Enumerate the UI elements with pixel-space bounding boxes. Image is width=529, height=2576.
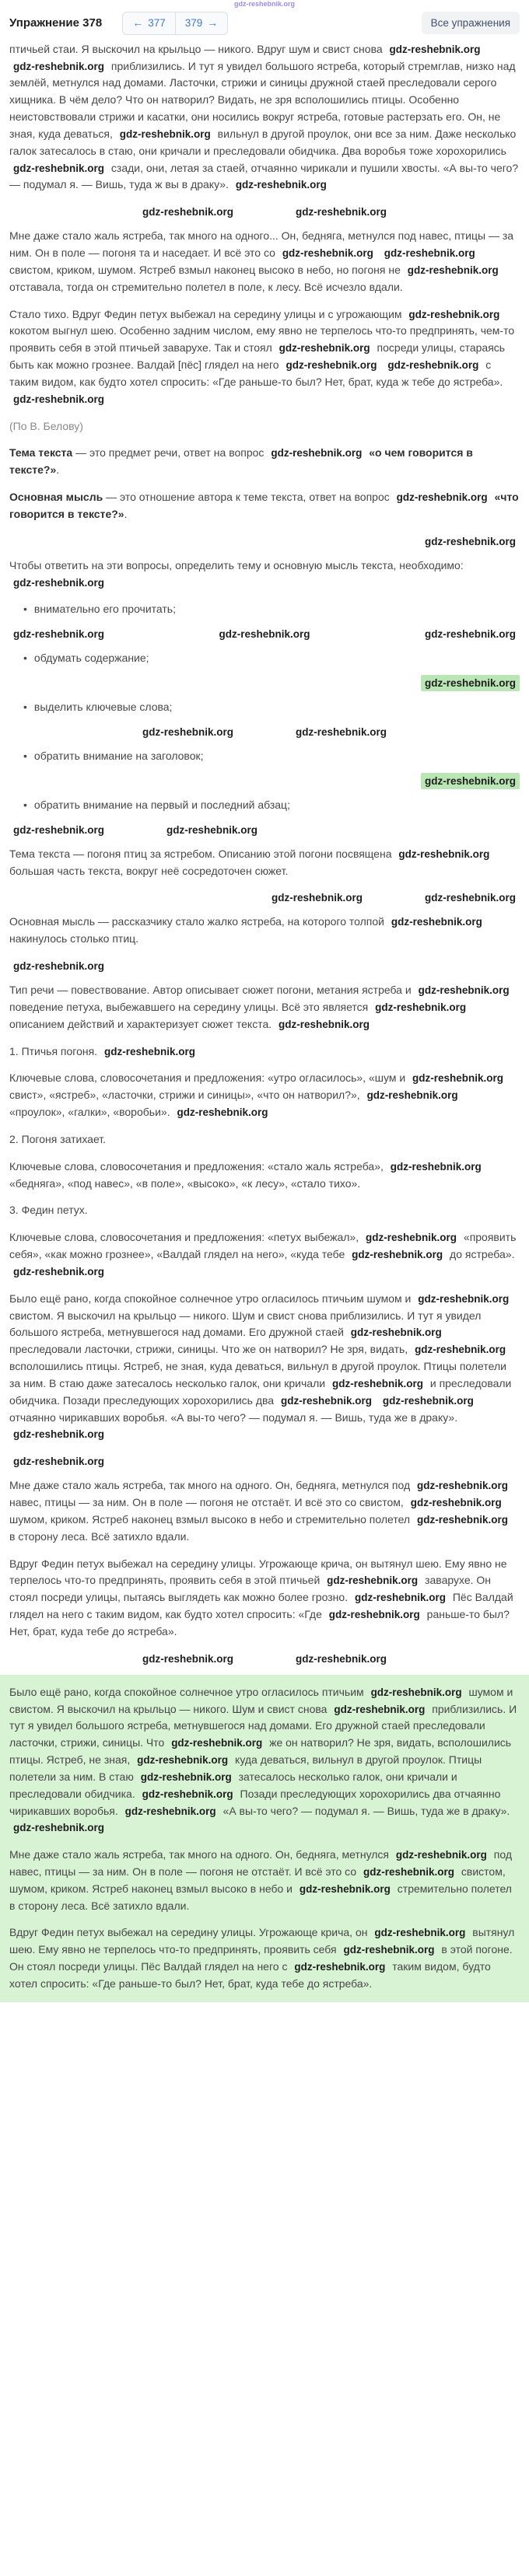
watermark: gdz-reshebnik.org (13, 1265, 105, 1278)
paragraph: Мне даже стало жаль ястреба, так много на одного. Он, бедняга, метнулся под gdz-reshebnik.org навес, птицы — за ним. Он в поле — погоня не отстаёт. И всё это со свистом, gdz-reshebnik.org шумом, криком. Ястреб наконец взмыл высоко в небо и стремительно полетел gdz-reshebnik.org в сторону леса. Всё затихло вдали. (9, 1477, 520, 1545)
watermark: gdz-reshebnik.org (13, 576, 105, 589)
watermark: gdz-reshebnik.org (418, 1292, 510, 1305)
watermark: gdz-reshebnik.org (177, 1106, 268, 1119)
watermark-row (9, 773, 520, 789)
watermark: gdz-reshebnik.org (366, 1232, 457, 1244)
watermark: gdz-reshebnik.org (171, 1737, 263, 1749)
watermark: gdz-reshebnik.org (395, 1849, 487, 1861)
watermark: gdz-reshebnik.org (13, 60, 105, 72)
bullet-icon: • (23, 701, 27, 714)
all-exercises-link[interactable]: Все упражнения (422, 12, 520, 34)
watermark: gdz-reshebnik.org (13, 628, 105, 641)
watermark: gdz-reshebnik.org (142, 725, 233, 738)
top-watermark: gdz-reshebnik.org (233, 0, 295, 8)
paragraph: Тип речи — повествование. Автор описывает сюжет погони, метания ястреба и gdz-reshebnik.org поведение петуха, выбежавшего на середину улицы. Всё это является gdz-reshebnik.org описанием действий и характеризует сюжет текста. gdz-reshebnik.org (9, 982, 520, 1033)
watermark: gdz-reshebnik.org (343, 1944, 435, 1956)
arrow-left-icon: ← (132, 16, 144, 29)
watermark: gdz-reshebnik.org (294, 1961, 386, 1973)
watermark: gdz-reshebnik.org (13, 1428, 105, 1441)
watermark: gdz-reshebnik.org (408, 308, 500, 320)
source: (По В. Белову) (9, 419, 83, 432)
watermark: gdz-reshebnik.org (396, 491, 488, 503)
answer-highlight (0, 1675, 529, 2002)
watermark: gdz-reshebnik.org (296, 1652, 387, 1665)
paragraph: Чтобы ответить на эти вопросы, определить тему и основную мысль текста, необходимо: gdz-reshebnik.org (9, 558, 464, 589)
paragraph: Тема текста — погоня птиц за ястребом. Описанию этой погони посвящена gdz-reshebnik.org большая часть текста, вокруг неё сосредоточен сюжет. (9, 846, 520, 880)
watermark: gdz-reshebnik.org (219, 628, 310, 641)
bold-term: Основная мысль (9, 490, 103, 503)
watermark: gdz-reshebnik.org (13, 162, 105, 174)
watermark: gdz-reshebnik.org (13, 960, 105, 973)
bold-term: Тема текста (9, 446, 73, 460)
watermark-row (9, 1651, 520, 1667)
watermark: gdz-reshebnik.org (390, 1160, 482, 1173)
watermark: gdz-reshebnik.org (137, 1754, 229, 1767)
watermark: gdz-reshebnik.org (417, 1480, 509, 1492)
watermark: gdz-reshebnik.org (124, 1805, 216, 1817)
watermark: gdz-reshebnik.org (407, 264, 499, 276)
paragraph: Основная мысль — рассказчику стало жалко ястреба, на которого толпой gdz-reshebnik.org накинулось столько птиц. (9, 914, 520, 948)
next-exercise-link[interactable] (175, 12, 228, 34)
paragraph: Стало тихо. Вдруг Федин петух выбежал на середину улицы и с угрожающим gdz-reshebnik.org кокотом выгнул шею. Особенно задним числом, ему явно не терпелось что-то предпринять, чем-то проявить себя в этой птичьей заварухе. Так и стоял gdz-reshebnik.org посреди улицы, стараясь быть как можно грознее. Валдай [пёс] глядел на него gdz-reshebnik.org gdz-reshebnik.org с таким видом, как будто хотел спросить: «Где раньше-то был? Нет, брат, куда ж тебе до ястреба». gdz-reshebnik.org (9, 307, 515, 405)
bullet-text: обратить внимание на первый и последний абзац; (33, 798, 290, 811)
watermark: gdz-reshebnik.org (370, 1686, 462, 1698)
watermark: gdz-reshebnik.org (363, 1866, 455, 1878)
watermark: gdz-reshebnik.org (296, 206, 387, 218)
watermark: gdz-reshebnik.org (418, 984, 510, 997)
bullet-item (9, 797, 520, 814)
paragraph: Ключевые слова, словосочетания и предложения: «утро огласилось», «шум и gdz-reshebnik.org свист», «ястреб», «ласточки, стрижи и синицы», «что он натворил?», gdz-reshebnik.org «проулок», «галки», «воробьи». gdz-reshebnik.org (9, 1070, 520, 1120)
watermark: gdz-reshebnik.org (421, 773, 520, 789)
paragraph: Вдруг Федин петух выбежал на середину улицы. Угрожающе крича, он gdz-reshebnik.org вытянул шею. Ему явно не терпелось что-то предпринять, проявить себя gdz-reshebnik.org в этой погоне. Он стоял посреди улицы. Пёс Валдай глядел на него с gdz-reshebnik.org таким видом, будто хотел спросить: «Где раньше-то был? Нет, брат, куда тебе до ястреба». (9, 1926, 515, 1990)
watermark-row (9, 626, 520, 642)
watermark-row (9, 890, 520, 906)
paragraph: 2. Погоня затихает. (9, 1132, 107, 1145)
watermark: gdz-reshebnik.org (424, 535, 516, 547)
watermark: gdz-reshebnik.org (328, 1609, 420, 1621)
watermark: gdz-reshebnik.org (282, 247, 373, 260)
paragraph: Было ещё рано, когда спокойное солнечное утро огласилось птичьим шумом и gdz-reshebnik.org свистом. Я выскочил на крыльцо — никого. Шум и свист снова приблизились. И тут я увидел большого ястреба, метнувшегося над домами. Его дружной стаей gdz-reshebnik.org преследовали ласточки, стрижи, синицы. Что же он натворил? Не зря, видать, gdz-reshebnik.org всполошились птицы. Ястреб, не зная, куда деваться, вильнул в другой проулок. Птицы полетели за ним. В стаю даже затесалось несколько галок, они кричали gdz-reshebnik.org и преследовали обидчика. Позади преследующих хорохорились два gdz-reshebnik.org gdz-reshebnik.org отчаянно чирикавших воробья. «А вы-то чего? — подумал я. — Вишь, туда же в драку». gdz-reshebnik.org (9, 1291, 512, 1441)
watermark: gdz-reshebnik.org (412, 1072, 504, 1085)
watermark: gdz-reshebnik.org (119, 128, 211, 140)
bullet-icon: • (23, 798, 27, 811)
watermark: gdz-reshebnik.org (416, 1513, 508, 1526)
watermark: gdz-reshebnik.org (354, 1592, 446, 1604)
watermark: gdz-reshebnik.org (391, 916, 482, 928)
watermark: gdz-reshebnik.org (331, 1377, 423, 1389)
watermark-row (9, 1453, 520, 1470)
bullet-item (9, 650, 520, 667)
exercise-title: Упражнение 378 (9, 16, 103, 30)
watermark: gdz-reshebnik.org (271, 892, 363, 904)
paragraph: Основная мысль — это отношение автора к теме текста, ответ на вопрос gdz-reshebnik.org «что говорится в тексте?». (9, 490, 519, 520)
watermark: gdz-reshebnik.org (280, 1394, 372, 1407)
watermark: gdz-reshebnik.org (366, 1089, 458, 1102)
watermark: gdz-reshebnik.org (375, 1001, 467, 1013)
prev-exercise-number: 377 (148, 17, 166, 30)
watermark-row (9, 724, 520, 740)
watermark: gdz-reshebnik.org (142, 206, 233, 218)
paragraph: Вдруг Федин петух выбежал на середину улицы. Угрожающе крича, он вытянул шею. Ему явно не терпелось что-то предпринять, проявить себя в этой птичьей gdz-reshebnik.org заварухе. Он стоял посреди улицы, пытаясь выглядеть как можно более грозно. gdz-reshebnik.org Пёс Валдай глядел на него с таким видом, как будто хотел спросить: «Где gdz-reshebnik.org раньше-то был? Нет, брат, куда тебе до ястреба». (9, 1557, 513, 1638)
watermark: gdz-reshebnik.org (13, 393, 105, 405)
watermark: gdz-reshebnik.org (142, 1788, 233, 1800)
bullet-text: обратить внимание на заголовок; (33, 749, 204, 762)
watermark: gdz-reshebnik.org (410, 1497, 502, 1509)
bullet-icon: • (23, 603, 27, 616)
watermark: gdz-reshebnik.org (140, 1770, 232, 1783)
watermark-row (9, 958, 520, 974)
watermark: gdz-reshebnik.org (334, 1703, 426, 1715)
exercise-header (9, 9, 520, 41)
arrow-right-icon: → (207, 16, 219, 29)
bullet-text: внимательно его прочитать; (33, 603, 176, 616)
paragraph: 3. Федин петух. (9, 1204, 88, 1217)
watermark: gdz-reshebnik.org (271, 447, 363, 460)
paragraph: птичьей стаи. Я выскочил на крыльцо — никого. Вдруг шум и свист снова gdz-reshebnik.org gdz-reshebnik.org приблизились. И тут я увидел большого ястреба, который стремглав, низко над землёй, метнулся над домами. Ласточки, стрижи и синицы дружной стаей преследовали серого хищника. В чём дело? Что он натворил? Видать, не зря всполошились птицы. Особенно неистовствовали стрижи и касатки, они носились вокруг ястреба, готовые растерзать его. Он, не зная, куда деваться, gdz-reshebnik.org вильнул в другой проулок, они все за ним. Даже несколько галок затесалось в стаю, они кричали и преследовали обидчика. Два воробья тоже хорохорились gdz-reshebnik.org сзади, они, летая за стаей, отчаянно чирикали и пушили хвосты. «А вы-то чего? — подумал я. — Вишь, туда ж вы в драку». gdz-reshebnik.org (9, 42, 519, 191)
exercise-content (9, 41, 520, 2002)
paragraph: Было ещё рано, когда спокойное солнечное утро огласилось птичьим gdz-reshebnik.org шумом и свистом. Я выскочил на крыльцо — никого. Шум и свист снова gdz-reshebnik.org приблизились. И тут я увидел большого ястреба, метнувшегося над домами. Его дружной стаей преследовали ласточки, стрижи, синицы. Что gdz-reshebnik.org же он натворил? Не зря, видать, всполошились птицы. Ястреб, не зная, gdz-reshebnik.org куда деваться, вильнул в другой проулок. Птицы полетели за ним. В стаю gdz-reshebnik.org затесалось несколько галок, они кричали и преследовали обидчика. gdz-reshebnik.org Позади преследующих хорохорились два отчаянно чирикавших воробья. gdz-reshebnik.org «А вы-то чего? — подумал я. — Вишь, туда же в драку». gdz-reshebnik.org (9, 1685, 517, 1834)
watermark: gdz-reshebnik.org (424, 628, 516, 641)
watermark: gdz-reshebnik.org (327, 1575, 419, 1587)
watermark: gdz-reshebnik.org (103, 1045, 195, 1057)
watermark: gdz-reshebnik.org (424, 892, 516, 904)
watermark-row (9, 822, 520, 838)
watermark: gdz-reshebnik.org (13, 1822, 105, 1834)
watermark-row (9, 533, 520, 550)
watermark: gdz-reshebnik.org (279, 1018, 370, 1030)
watermark-row (9, 675, 520, 691)
watermark: gdz-reshebnik.org (352, 1249, 443, 1261)
watermark: gdz-reshebnik.org (382, 1394, 474, 1407)
watermark: gdz-reshebnik.org (387, 359, 479, 372)
bold-term: «о чем говорится в тексте?» (9, 446, 473, 477)
bullet-icon: • (23, 749, 27, 762)
watermark: gdz-reshebnik.org (142, 1652, 233, 1665)
paragraph: Тема текста — это предмет речи, ответ на вопрос gdz-reshebnik.org «о чем говорится в тексте?». (9, 446, 473, 477)
watermark: gdz-reshebnik.org (13, 1456, 105, 1468)
watermark: gdz-reshebnik.org (279, 342, 370, 355)
watermark: gdz-reshebnik.org (299, 1882, 391, 1895)
watermark-row (9, 204, 520, 220)
watermark: gdz-reshebnik.org (421, 675, 520, 691)
paragraph: Ключевые слова, словосочетания и предложения: «петух выбежал», gdz-reshebnik.org «проявить себя», «как можно грознее», «Валдай глядел на него», «куда тебе gdz-reshebnik.org до ястреба». gdz-reshebnik.org (9, 1231, 517, 1278)
bullet-text: обдумать содержание; (33, 652, 149, 665)
watermark: gdz-reshebnik.org (166, 823, 258, 836)
watermark: gdz-reshebnik.org (415, 1344, 506, 1356)
watermark: gdz-reshebnik.org (296, 725, 387, 738)
bullet-icon: • (23, 652, 27, 665)
paragraph: Мне даже стало жаль ястреба, так много на одного... Он, бедняга, метнулся под навес, птицы — за ним. Он в поле — погоня та и наседает. И всё это со gdz-reshebnik.org gdz-reshebnik.org свистом, криком, шумом. Ястреб взмыл наконец высоко в небо, но погоня не gdz-reshebnik.org отставала, тогда он стремительно полетел в поле, к лесу. Всё исчезло вдали. (9, 229, 514, 293)
watermark: gdz-reshebnik.org (235, 179, 327, 191)
paragraph: Ключевые слова, словосочетания и предложения: «стало жаль ястреба», gdz-reshebnik.org «бедняга», «под навес», «в поле», «высоко», «к лесу», «стало тихо». (9, 1159, 520, 1193)
watermark: gdz-reshebnik.org (384, 247, 475, 260)
next-exercise-number: 379 (184, 17, 203, 30)
bullet-item (9, 699, 520, 716)
watermark: gdz-reshebnik.org (350, 1326, 442, 1339)
watermark: gdz-reshebnik.org (398, 848, 490, 860)
watermark: gdz-reshebnik.org (286, 359, 377, 372)
bullet-item (9, 601, 520, 618)
watermark: gdz-reshebnik.org (13, 823, 105, 836)
watermark: gdz-reshebnik.org (389, 43, 481, 55)
watermark: gdz-reshebnik.org (374, 1927, 466, 1939)
bold-term: «что говорится в тексте?» (9, 490, 519, 520)
paragraph: Мне даже стало жаль ястреба, так много на одного. Он, бедняга, метнулся gdz-reshebnik.org под навес, птицы — за ним. Он в поле — погоня не отстаёт. И всё это со gdz-reshebnik.org свистом, шумом, криком. Ястреб наконец взмыл высоко в небо и gdz-reshebnik.org стремительно полетел в сторону леса. Всё затихло вдали. (9, 1848, 513, 1912)
paragraph: 1. Птичья погоня. gdz-reshebnik.org (9, 1043, 520, 1061)
prev-exercise-link[interactable] (123, 12, 175, 34)
exercise-pager (122, 12, 228, 35)
bullet-item (9, 748, 520, 765)
bullet-text: выделить ключевые слова; (33, 701, 173, 714)
